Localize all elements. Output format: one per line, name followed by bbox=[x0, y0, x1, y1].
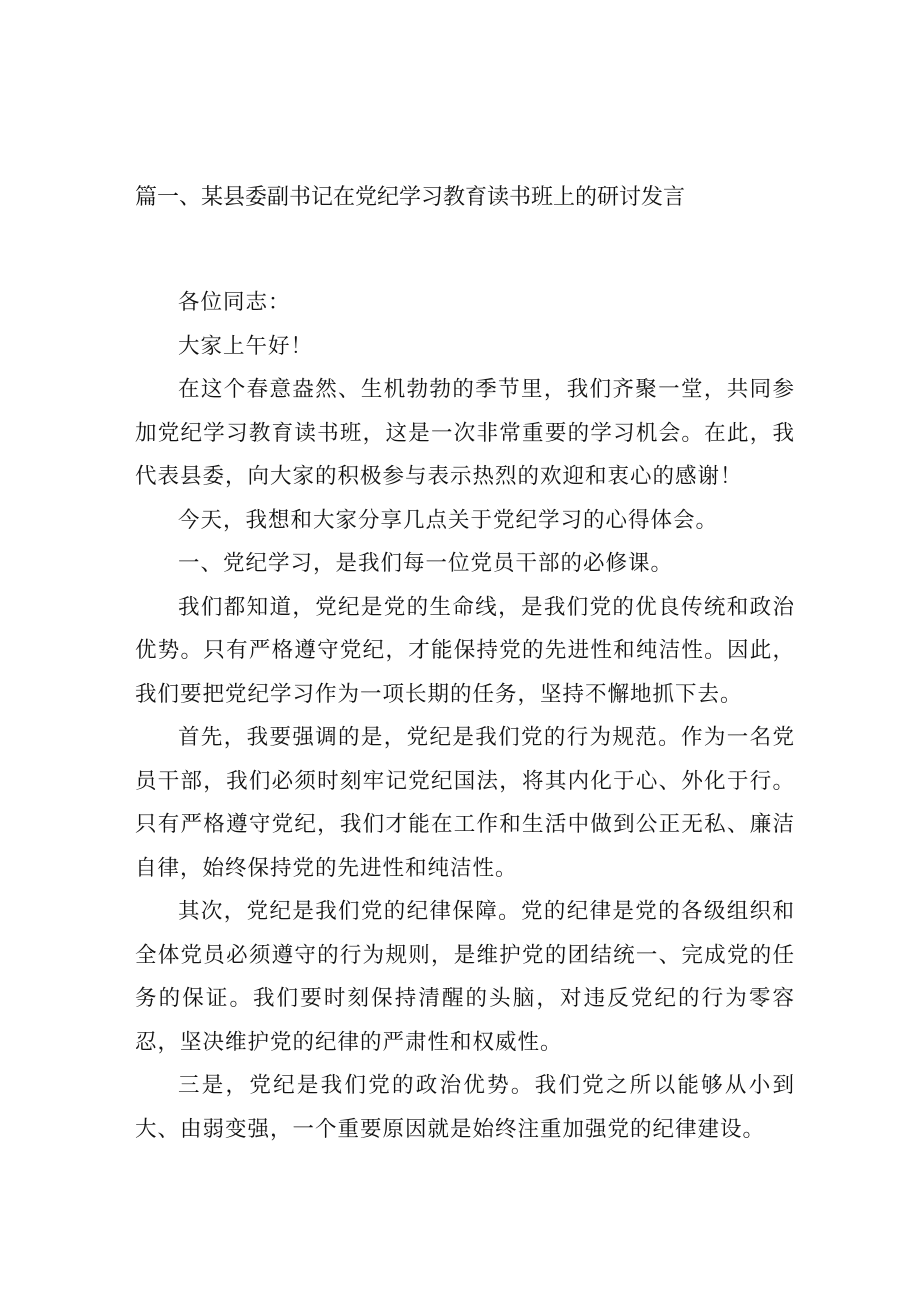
paragraph-salutation: 各位同志： bbox=[178, 290, 291, 315]
document-title: 篇一、某县委副书记在党纪学习教育读书班上的研讨发言 bbox=[135, 185, 686, 210]
paragraph-intro: 今天，我想和大家分享几点关于党纪学习的心得体会。 bbox=[178, 507, 719, 533]
paragraph-first-point: 首先，我要强调的是，党纪是我们党的行为规范。作为一名党员干部，我们必须时刻牢记党纪国法，将其内化于心、外化于行。只有严格遵守党纪，我们才能在工作和生活中做到公正无私、廉洁自律，始终保持党的先进性和纯洁性。 bbox=[135, 725, 795, 881]
document-body bbox=[135, 281, 795, 1151]
paragraph-third-point: 三是，党纪是我们党的政治优势。我们党之所以能够从小到大、由弱变强，一个重要原因就是始终注重加强党的纪律建设。 bbox=[135, 1073, 795, 1142]
paragraph-lifeline: 我们都知道，党纪是党的生命线，是我们党的优良传统和政治优势。只有严格遵守党纪，才能保持党的先进性和纯洁性。因此，我们要把党纪学习作为一项长期的任务，坚持不懈地抓下去。 bbox=[135, 594, 795, 707]
paragraph-section-one-heading: 一、党纪学习，是我们每一位党员干部的必修课。 bbox=[178, 551, 674, 576]
paragraph-welcome: 在这个春意盎然、生机勃勃的季节里，我们齐聚一堂，共同参加党纪学习教育读书班，这是一次非常重要的学习机会。在此，我代表县委，向大家的积极参与表示热烈的欢迎和衷心的感谢！ bbox=[135, 377, 795, 489]
paragraph-greeting: 大家上午好！ bbox=[178, 333, 314, 359]
paragraph-second-point: 其次，党纪是我们党的纪律保障。党的纪律是党的各级组织和全体党员必须遵守的行为规则，是维护党的团结统一、完成党的任务的保证。我们要时刻保持清醒的头脑，对违反党纪的行为零容忍，坚决维护党的纪律的严肃性和权威性。 bbox=[135, 899, 795, 1055]
